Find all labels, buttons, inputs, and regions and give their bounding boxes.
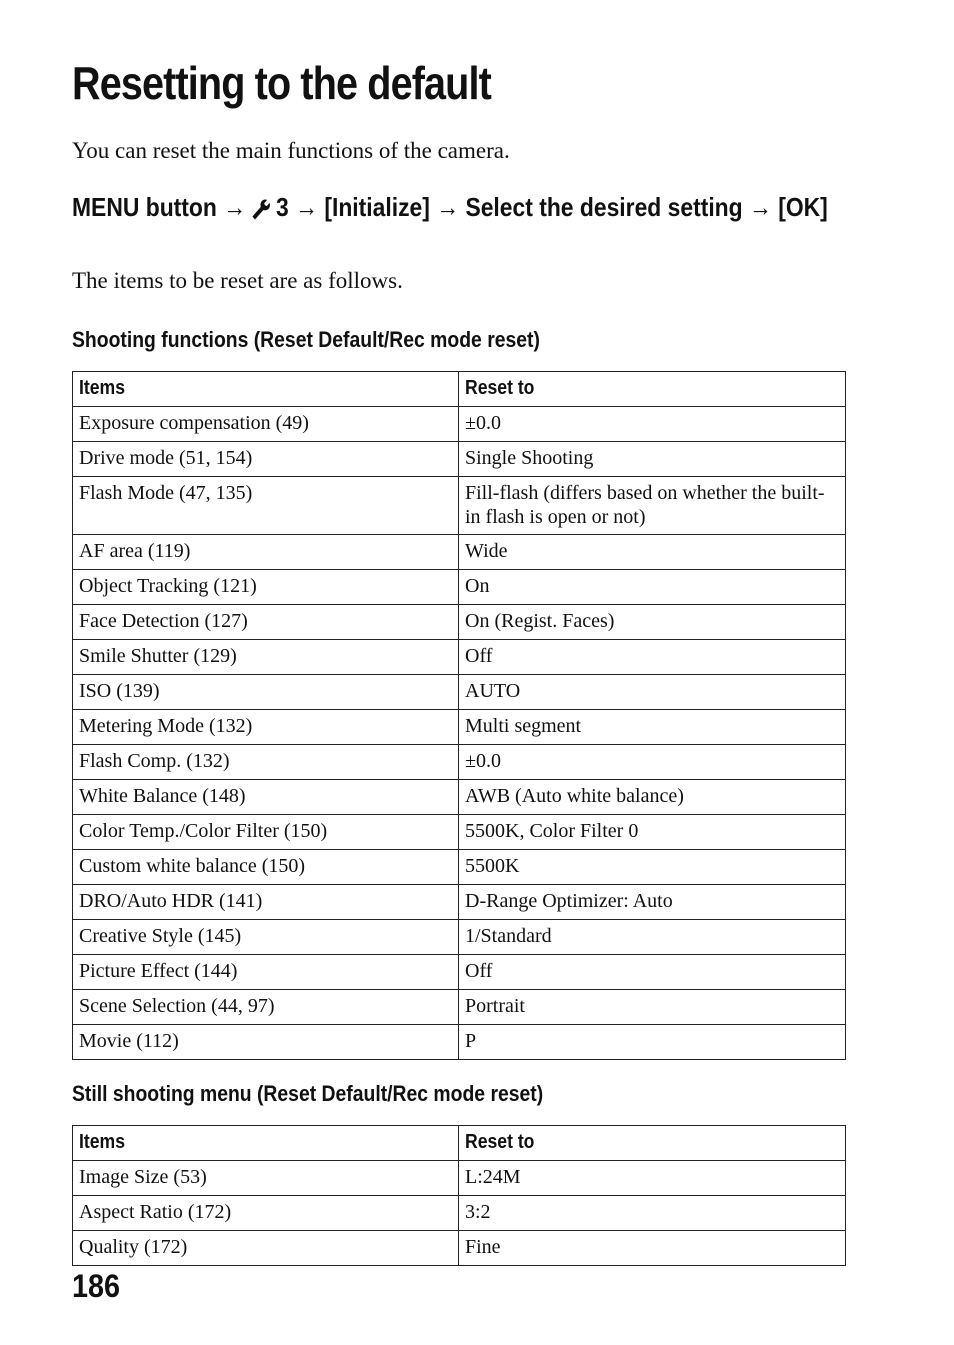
table-row <box>73 885 846 920</box>
table-row <box>73 1231 846 1266</box>
reset-value-cell: Portrait <box>459 990 846 1025</box>
reset-value-cell: 5500K <box>459 850 846 885</box>
reset-value-cell: AWB (Auto white balance) <box>459 780 846 815</box>
reset-value-cell: ±0.0 <box>459 407 846 442</box>
item-cell: Flash Mode (47, 135) <box>73 477 459 535</box>
item-cell: DRO/Auto HDR (141) <box>73 885 459 920</box>
table-row <box>73 710 846 745</box>
column-header-reset-to: Reset to <box>459 1126 846 1161</box>
item-cell: Custom white balance (150) <box>73 850 459 885</box>
menu-path-instruction <box>72 190 846 229</box>
reset-value-cell: On <box>459 570 846 605</box>
shooting-functions-table <box>72 371 846 1060</box>
item-cell: Image Size (53) <box>73 1161 459 1196</box>
table-row <box>73 605 846 640</box>
menu-path-part1: MENU button → <box>72 192 247 222</box>
table-row <box>73 535 846 570</box>
column-header-items: Items <box>73 1126 459 1161</box>
item-cell: AF area (119) <box>73 535 459 570</box>
reset-value-cell: On (Regist. Faces) <box>459 605 846 640</box>
table-row <box>73 675 846 710</box>
table-row <box>73 640 846 675</box>
item-cell: ISO (139) <box>73 675 459 710</box>
reset-value-cell: AUTO <box>459 675 846 710</box>
intro-text: You can reset the main functions of the camera. <box>72 138 510 163</box>
table-row <box>73 1025 846 1060</box>
reset-value-cell: Fill-flash (differs based on whether the built-in flash is open or not) <box>459 477 846 535</box>
item-cell: Quality (172) <box>73 1231 459 1266</box>
item-cell: Drive mode (51, 154) <box>73 442 459 477</box>
item-cell: Creative Style (145) <box>73 920 459 955</box>
table-header-row <box>73 1126 846 1161</box>
table-row <box>73 477 846 535</box>
table-row <box>73 1161 846 1196</box>
item-cell: Scene Selection (44, 97) <box>73 990 459 1025</box>
reset-value-cell: Off <box>459 955 846 990</box>
page-title: Resetting to the default <box>72 57 491 109</box>
item-cell: Aspect Ratio (172) <box>73 1196 459 1231</box>
table-row <box>73 1196 846 1231</box>
item-cell: Exposure compensation (49) <box>73 407 459 442</box>
reset-value-cell: L:24M <box>459 1161 846 1196</box>
section-title-still-shooting-menu: Still shooting menu (Reset Default/Rec mode reset) <box>72 1081 544 1106</box>
table-body <box>73 407 846 1060</box>
reset-value-cell: Multi segment <box>459 710 846 745</box>
table-row <box>73 815 846 850</box>
table-row <box>73 850 846 885</box>
reset-value-cell: P <box>459 1025 846 1060</box>
items-note: The items to be reset are as follows. <box>72 268 403 293</box>
item-cell: Smile Shutter (129) <box>73 640 459 675</box>
column-header-items: Items <box>73 372 459 407</box>
table-body <box>73 1161 846 1266</box>
section-title-shooting-functions: Shooting functions (Reset Default/Rec mode reset) <box>72 327 540 352</box>
table-row <box>73 570 846 605</box>
reset-value-cell: 5500K, Color Filter 0 <box>459 815 846 850</box>
reset-value-cell: Wide <box>459 535 846 570</box>
reset-value-cell: 3:2 <box>459 1196 846 1231</box>
column-header-reset-to: Reset to <box>459 372 846 407</box>
item-cell: Face Detection (127) <box>73 605 459 640</box>
reset-value-cell: ±0.0 <box>459 745 846 780</box>
item-cell: Color Temp./Color Filter (150) <box>73 815 459 850</box>
item-cell: Flash Comp. (132) <box>73 745 459 780</box>
reset-value-cell: Single Shooting <box>459 442 846 477</box>
item-cell: Picture Effect (144) <box>73 955 459 990</box>
table-row <box>73 780 846 815</box>
table-row <box>73 920 846 955</box>
reset-value-cell: Fine <box>459 1231 846 1266</box>
still-shooting-menu-table <box>72 1125 846 1266</box>
table-row <box>73 990 846 1025</box>
item-cell: Metering Mode (132) <box>73 710 459 745</box>
reset-value-cell: D-Range Optimizer: Auto <box>459 885 846 920</box>
item-cell: White Balance (148) <box>73 780 459 815</box>
reset-value-cell: 1/Standard <box>459 920 846 955</box>
table-header-row <box>73 372 846 407</box>
table-row <box>73 442 846 477</box>
page-number: 186 <box>72 1268 121 1304</box>
reset-value-cell: Off <box>459 640 846 675</box>
menu-path-part2: 3 → [Initialize] → Select the desired setting → [OK] <box>276 192 828 222</box>
table-row <box>73 407 846 442</box>
item-cell: Movie (112) <box>73 1025 459 1060</box>
table-row <box>73 955 846 990</box>
table-row <box>73 745 846 780</box>
item-cell: Object Tracking (121) <box>73 570 459 605</box>
wrench-icon <box>250 194 271 229</box>
